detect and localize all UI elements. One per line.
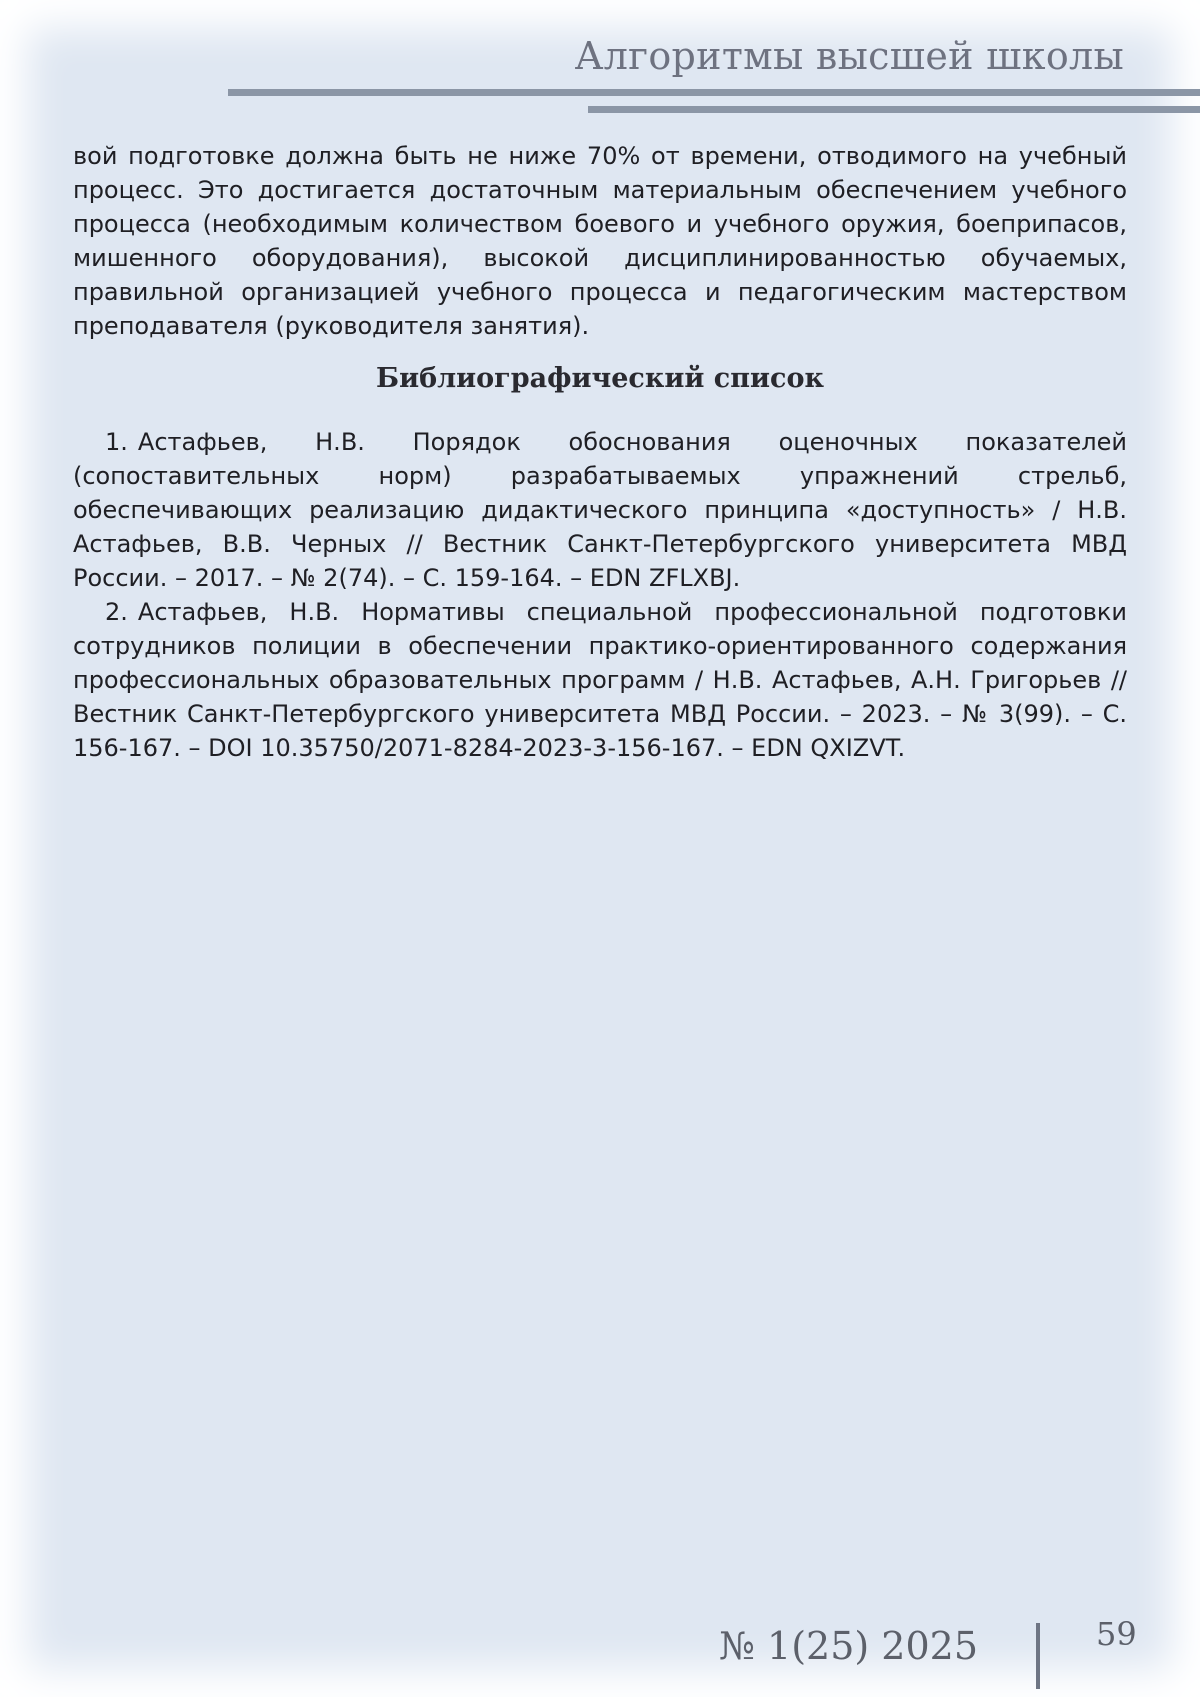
page-number: 59 xyxy=(1096,1615,1137,1653)
header-rule-short xyxy=(588,106,1200,113)
bibliography-item-text: Астафьев, Н.В. Порядок обоснования оценочных показателей (сопоставительных норм) разрабатываемых упражнений стрельб, обеспечивающих реализацию дидактического принципа «доступность» / Н.В. Астафьев, В.В. Черных // Вестник Санкт-Петербургского университета МВД России. – 2017. – № 2(74). – С. 159-164. – EDN ZFLXBJ. xyxy=(73,428,1127,592)
bibliography-item-number: 2. xyxy=(105,598,128,626)
header-rule-long xyxy=(228,89,1200,96)
body-paragraph: вой подготовке должна быть не ниже 70% от времени, отводимого на учебный процесс. Это достигается достаточным материальным обеспечением учебного процесса (необходимым количеством боевого и учебного оружия, боеприпасов, мишенного оборудования), высокой дисциплинированностью обучаемых, правильной организацией учебного процесса и педагогическим мастерством преподавателя (руководителя занятия). xyxy=(73,142,1127,340)
page-content xyxy=(73,139,1127,765)
bibliography-item-number: 1. xyxy=(105,428,128,456)
bibliography-list xyxy=(73,425,1127,765)
bibliography-heading: Библиографический список xyxy=(376,363,824,394)
issue-label: № 1(25) 2025 xyxy=(718,1624,978,1668)
bibliography-item xyxy=(73,595,1127,765)
footer-divider xyxy=(1036,1623,1040,1689)
bibliography-item-text: Астафьев, Н.В. Нормативы специальной профессиональной подготовки сотрудников полиции в обеспечении практико-ориентированного содержания профессиональных образовательных программ / Н.В. Астафьев, А.Н. Григорьев // Вестник Санкт-Петербургского университета МВД России. – 2023. – № 3(99). – С. 156-167. – DOI 10.35750/2071-8284-2023-3-156-167. – EDN QXIZVT. xyxy=(73,598,1127,762)
journal-title: Алгоритмы высшей школы xyxy=(574,34,1124,78)
bibliography-item xyxy=(73,425,1127,595)
